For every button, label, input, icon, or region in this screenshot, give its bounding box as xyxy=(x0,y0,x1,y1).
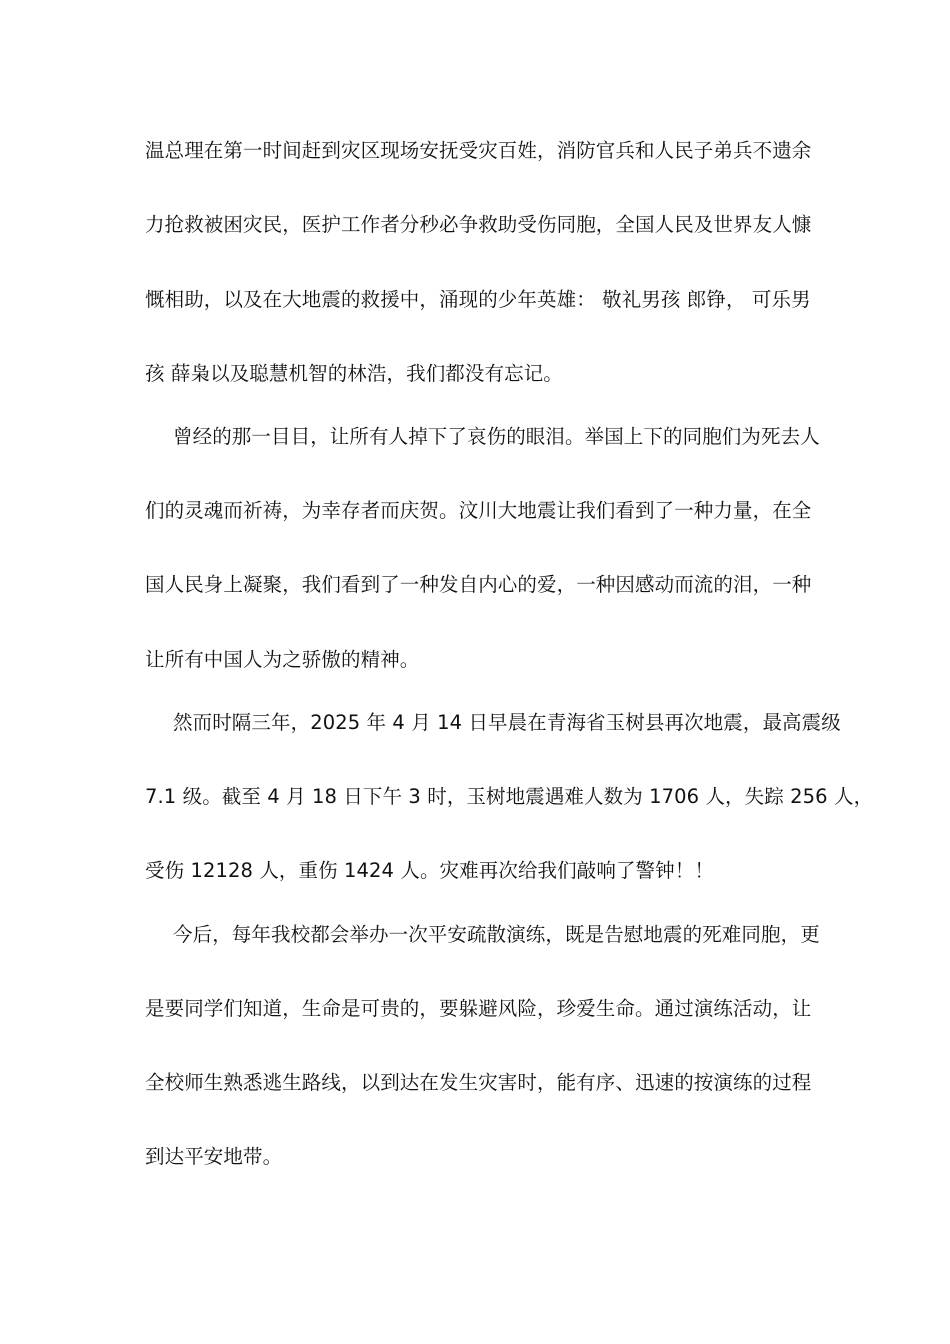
paragraph-3-line-1: 然而时隔三年，2025 年 4 月 14 日早晨在青海省玉树县再次地震，最高震级 xyxy=(173,711,841,734)
paragraph-2-line-2: 们的灵魂而祈祷，为幸存者而庆贺。汶川大地震让我们看到了一种力量，在全 xyxy=(145,499,812,522)
paragraph-1-line-2: 力抢救被困灾民，医护工作者分秒必争救助受伤同胞，全国人民及世界友人慷 xyxy=(145,213,812,236)
paragraph-4-line-3: 全校师生熟悉逃生路线，以到达在发生灾害时，能有序、迅速的按演练的过程 xyxy=(145,1071,812,1094)
paragraph-4-line-4: 到达平安地带。 xyxy=(145,1145,283,1168)
paragraph-3-line-2: 7.1 级。截至 4 月 18 日下午 3 时，玉树地震遇难人数为 1706 人，失踪 256 人， xyxy=(145,785,874,808)
paragraph-3-line-3: 受伤 12128 人，重伤 1424 人。灾难再次给我们敲响了警钟！！ xyxy=(145,859,714,882)
paragraph-4-line-2: 是要同学们知道，生命是可贵的，要躲避风险，珍爱生命。通过演练活动，让 xyxy=(145,997,812,1020)
paragraph-1-line-1: 温总理在第一时间赶到灾区现场安抚受灾百姓，消防官兵和人民子弟兵不遗余 xyxy=(145,139,812,162)
paragraph-4-line-1: 今后，每年我校都会举办一次平安疏散演练，既是告慰地震的死难同胞，更 xyxy=(173,923,820,946)
paragraph-2-line-3: 国人民身上凝聚，我们看到了一种发自内心的爱，一种因感动而流的泪，一种 xyxy=(145,573,812,596)
paragraph-1-line-4: 孩 薛枭以及聪慧机智的林浩，我们都没有忘记。 xyxy=(145,362,563,385)
paragraph-2-line-4: 让所有中国人为之骄傲的精神。 xyxy=(145,648,420,671)
paragraph-1-line-3: 慨相助，以及在大地震的救援中，涌现的少年英雄： 敬礼男孩 郎铮， 可乐男 xyxy=(145,288,811,311)
paragraph-2-line-1: 曾经的那一目目，让所有人掉下了哀伤的眼泪。举国上下的同胞们为死去人 xyxy=(173,425,820,448)
